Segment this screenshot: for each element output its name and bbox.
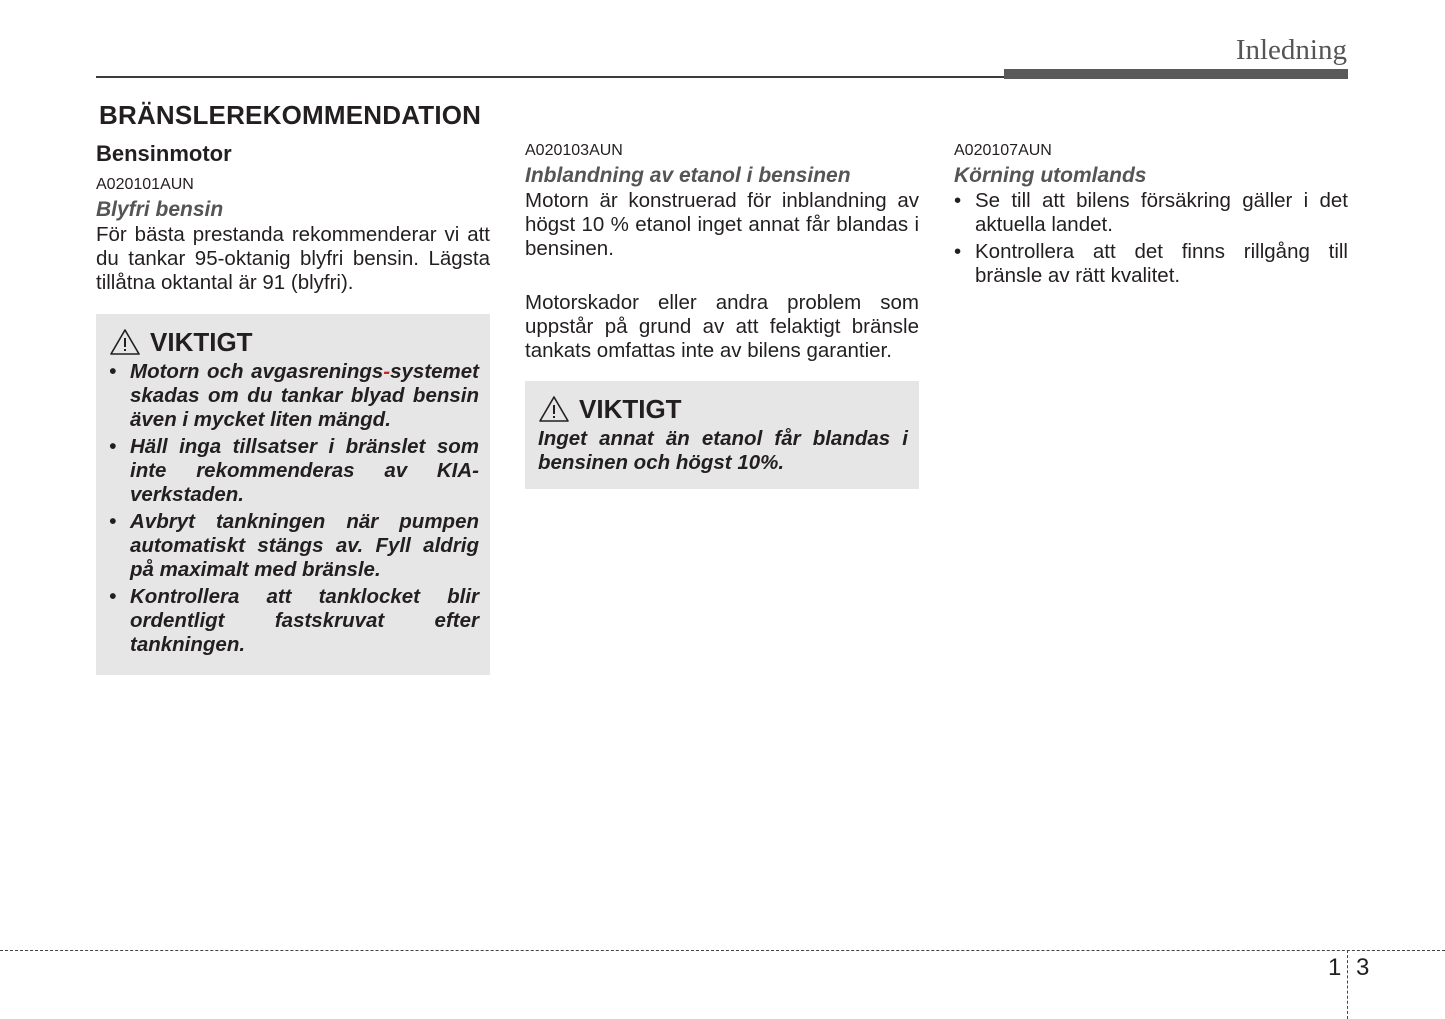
bullet-list: [954, 189, 1348, 288]
body-paragraph: För bästa prestanda rekommenderar vi att du tankar 95-oktanig blyfri bensin. Lägsta tillåtna oktantal är 91 (blyfri).: [96, 223, 490, 294]
column-3: [954, 141, 1348, 288]
subheading-bensinmotor: Bensinmotor: [96, 141, 232, 166]
warning-label: VIKTIGT: [579, 394, 682, 424]
header-rule: [96, 76, 1004, 78]
topic-heading: Körning utomlands: [954, 164, 1147, 187]
header-bar: [1004, 69, 1348, 79]
warning-item: [109, 360, 479, 432]
warning-header: [538, 393, 908, 425]
topic-heading: Inblandning av etanol i bensinen: [525, 164, 851, 187]
warning-list: [109, 360, 479, 657]
warning-text: Inget annat än etanol får blandas i bensinen och högst 10%.: [538, 427, 908, 474]
warning-box: [525, 381, 919, 489]
list-item: • Kontrollera att det finns rillgång till bränsle av rätt kvalitet.: [954, 240, 1348, 288]
section-title: BRÄNSLEREKOMMENDATION: [99, 100, 482, 130]
reference-code: A020103AUN: [525, 142, 623, 159]
reference-code: A020101AUN: [96, 176, 194, 193]
warning-item: • Kontrollera att tanklocket blir ordentligt fastskruvat efter tankningen.: [109, 585, 479, 657]
warning-triangle-icon: [109, 328, 141, 356]
page-number: 3: [1356, 954, 1370, 981]
warning-header: [109, 326, 479, 358]
body-paragraph: Motorskador eller andra problem som uppstår på grund av att felaktigt bränsle tankats omfattas inte av bilens garantier.: [525, 291, 919, 362]
column-1: [96, 139, 490, 675]
warning-item-text: systemet skadas om du tankar blyad bensin även i mycket liten mängd.: [130, 360, 479, 431]
footer-dashed-rule: [0, 950, 1445, 951]
body-paragraph: Motorn är konstruerad för inblandning av högst 10 % etanol inget annat får blandas i bensinen.: [525, 189, 919, 260]
column-2: [525, 141, 919, 489]
footer-page-divider: [1347, 950, 1348, 1019]
list-item: • Se till att bilens försäkring gäller i det aktuella landet.: [954, 189, 1348, 237]
page-chapter-number: 1: [1328, 954, 1342, 981]
running-header-title: Inledning: [1235, 34, 1347, 66]
warning-label: VIKTIGT: [150, 327, 253, 357]
topic-heading: Blyfri bensin: [96, 198, 224, 221]
warning-item: • Häll inga tillsatser i bränslet som inte rekommenderas av KIA-verkstaden.: [109, 435, 479, 507]
warning-item-text: Motorn och avgasrenings: [130, 360, 384, 383]
warning-box: [96, 314, 490, 675]
warning-item: • Avbryt tankningen när pumpen automatiskt stängs av. Fyll aldrig på maximalt med bränsle.: [109, 510, 479, 582]
reference-code: A020107AUN: [954, 142, 1052, 159]
warning-triangle-icon: [538, 395, 570, 423]
warning-hyphen: -: [383, 360, 391, 383]
